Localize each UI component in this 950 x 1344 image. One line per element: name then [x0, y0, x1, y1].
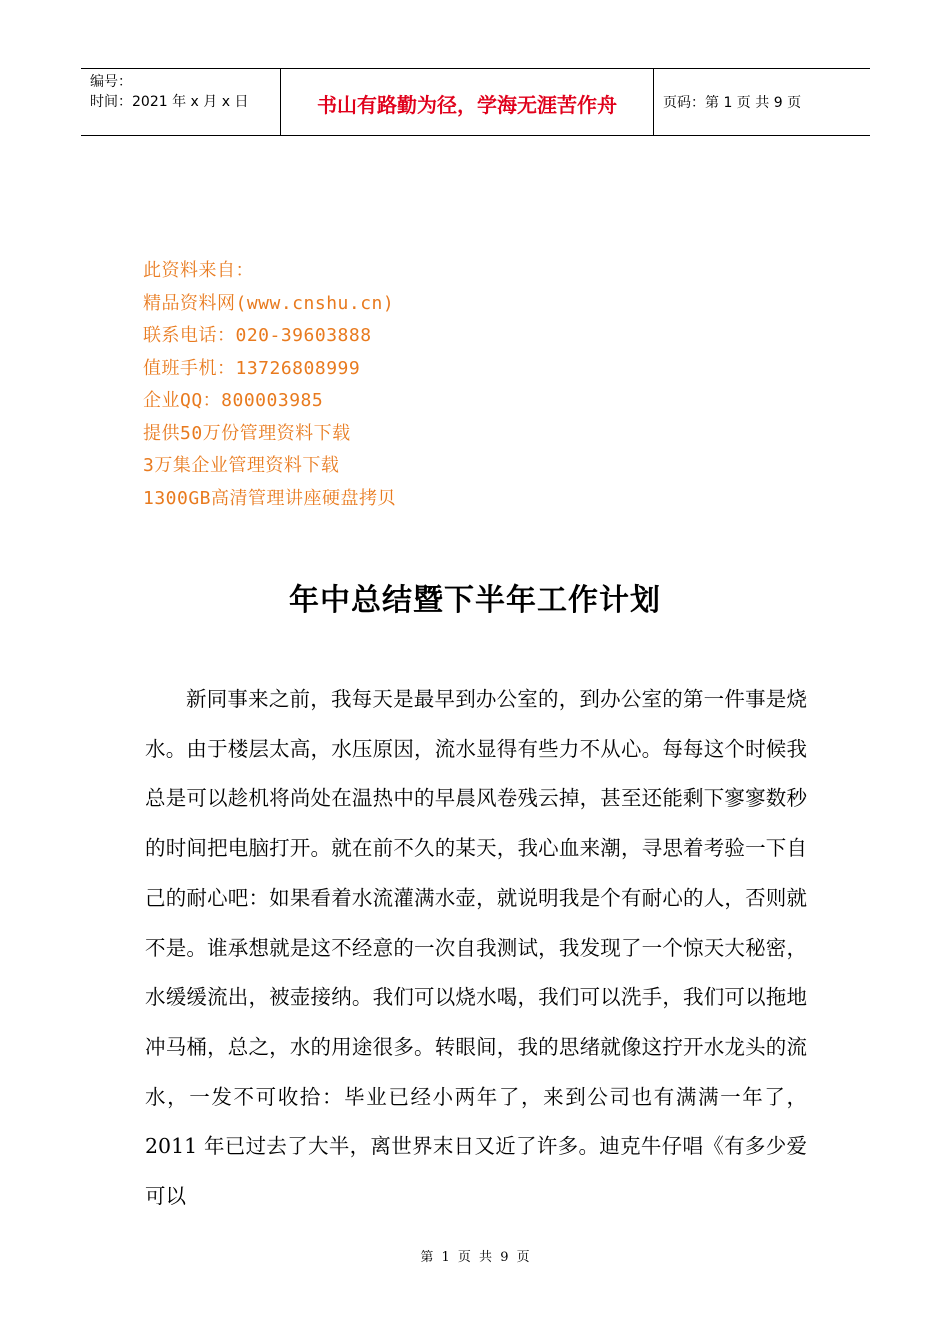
body-paragraph: 新同事来之前，我每天是最早到办公室的，到办公室的第一件事是烧水。由于楼层太高，水压原因，流水显得有些力不从心。每每这个时候我总是可以趁机将尚处在温热中的早晨风卷残云掉，甚至还能剩下寥寥数秒的时间把电脑打开。就在前不久的某天，我心血来潮，寻思着考验一下自己的耐心吧：如果看着水流灌满水壶，就说明我是个有耐心的人，否则就不是。谁承想就是这不经意的一次自我测试，我发现了一个惊天大秘密，水缓缓流出，被壶接纳。我们可以烧水喝，我们可以洗手，我们可以拖地冲马桶，总之，水的用途很多。转眼间，我的思绪就像这拧开水龙头的流水，一发不可收拾：毕业已经小两年了，来到公司也有满满一年了，2011 年已过去了大半，离世界末日又近了许多。迪克牛仔唱《有多少爱可以 — [145, 687, 807, 1209]
source-line: 1300GB高清管理讲座硬盘拷贝 — [143, 487, 397, 509]
source-line: 此资料来自： — [143, 260, 254, 281]
header-time-label: 时间：2021 年 x 月 x 日 — [90, 94, 249, 110]
header-meta-cell — [81, 69, 281, 135]
header-page-info: 页码：第 1 页 共 9 页 — [663, 95, 802, 111]
source-qq-line: 企业QQ：800003985 — [143, 390, 324, 411]
source-line: 3万集企业管理资料下载 — [143, 455, 340, 476]
header-number-label: 编号： — [90, 74, 132, 90]
source-line: 提供50万份管理资料下载 — [143, 422, 351, 444]
header-page-cell — [654, 69, 870, 135]
page-footer: 第 1 页 共 9 页 — [420, 1250, 530, 1265]
source-phone-line: 联系电话：020-39603888 — [143, 325, 372, 346]
source-website-line: 精品资料网(www.cnshu.cn) — [143, 292, 395, 314]
header-table — [81, 68, 870, 136]
document-title: 年中总结暨下半年工作计划 — [289, 583, 661, 618]
header-motto: 书山有路勤为径，学海无涯苦作舟 — [317, 92, 617, 117]
source-mobile-line: 值班手机：13726808999 — [143, 357, 361, 379]
header-motto-cell — [281, 69, 654, 135]
source-info-block — [143, 255, 396, 515]
